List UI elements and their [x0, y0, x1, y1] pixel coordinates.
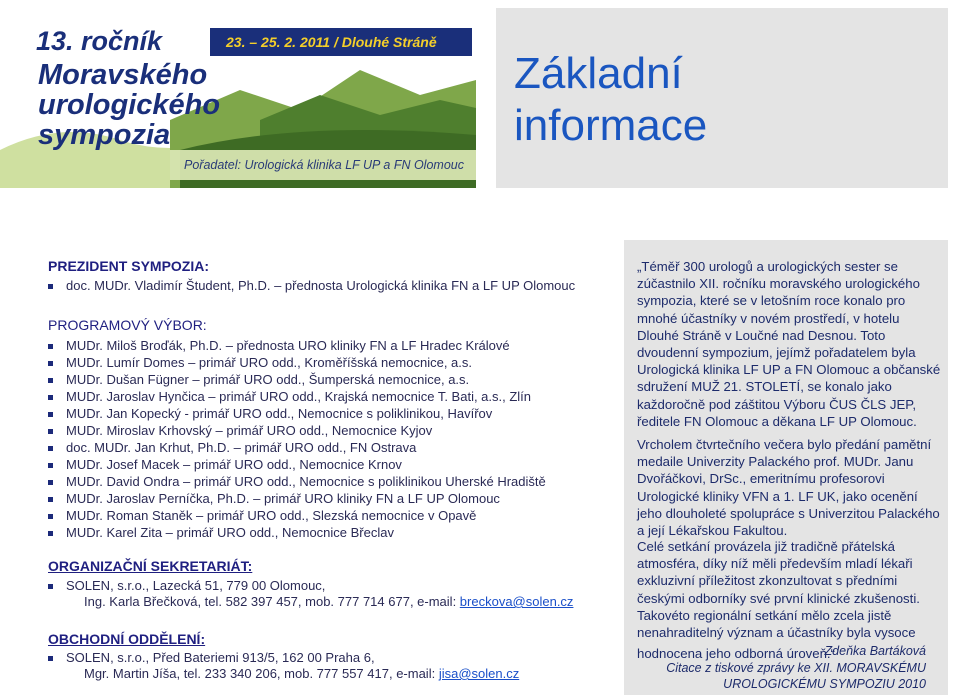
list-item: doc. MUDr. Vladimír Študent, Ph.D. – přednosta Urologická klinika FN a LF UP Olomouc	[66, 278, 576, 293]
banner-title-line-2: urologického	[38, 89, 221, 121]
commercial-contact-text: Mgr. Martin Jíša, tel. 233 340 206, mob. 777 557 417, e-mail:	[84, 666, 439, 681]
quote-paragraph-1	[637, 258, 943, 430]
commercial-contact	[84, 666, 519, 681]
quote-line: Celé setkání provázela již tradičně přátelská	[637, 539, 896, 554]
heading-line-1: Základní	[514, 49, 683, 98]
list-item: MUDr. Jaroslav Perníčka, Ph.D. – primář URO kliniky FN a LF UP Olomouc	[66, 491, 500, 506]
quote-line: „Téměř 300 urologů a urologických sester se	[637, 259, 898, 274]
list-item: MUDr. Roman Staněk – primář URO odd., Slezská nemocnice v Opavě	[66, 508, 477, 523]
list-item: MUDr. David Ondra – primář URO odd., Nemocnice s poliklinikou Uherské Hradiště	[66, 474, 546, 489]
list-item: MUDr. Jan Kopecký - primář URO odd., Nemocnice s poliklinikou, Havířov	[66, 406, 493, 421]
quote-line: Dvořáčkovi, DrSc., emeritnímu profesorovi	[637, 471, 885, 487]
edition-label: 13. ročník	[36, 26, 163, 56]
quote-line: exkluzivní příležitost zkonzultovat s předními	[637, 573, 898, 589]
organizer-label: Pořadatel: Urologická klinika LF UP a FN Olomouc	[184, 158, 464, 172]
secretariat-address: SOLEN, s.r.o., Lazecká 51, 779 00 Olomouc,	[66, 578, 326, 593]
committee-title: PROGRAMOVÝ VÝBOR:	[48, 317, 207, 333]
quote-line: hodnocena jeho odborná úroveň.“	[637, 646, 835, 662]
press-quote-panel	[624, 240, 948, 695]
secretariat-contact-text: Ing. Karla Břečková, tel. 582 397 457, mob. 777 714 677, e-mail:	[84, 594, 460, 609]
quote-line: ředitele FN Olomouc a děkana LF UP Olomouc.	[637, 413, 917, 429]
banner-title-line-3: sympozia	[38, 119, 171, 151]
secretariat-email-link[interactable]: breckova@solen.cz	[459, 594, 574, 609]
quote-line: sympozia, které se v letošním roce konalo pro	[637, 293, 906, 309]
secretariat-contact	[84, 594, 573, 609]
quote-line: jeho dlouholeté spolupráce s Univerzitou Palackého	[637, 505, 940, 521]
list-item: MUDr. Josef Macek – primář URO odd., Nemocnice Krnov	[66, 457, 402, 472]
president-title: PREZIDENT SYMPOZIA:	[48, 258, 210, 274]
heading-box	[496, 8, 948, 188]
secretariat-title: ORGANIZAČNÍ SEKRETARIÁT:	[48, 558, 253, 574]
quote-line: Vrcholem čtvrtečního večera bylo předání pamětní	[637, 437, 932, 452]
list-item: MUDr. Karel Zita – primář URO odd., Nemocnice Břeclav	[66, 525, 394, 540]
list-item: MUDr. Dušan Fügner – primář URO odd., Šumperská nemocnice, a.s.	[66, 372, 470, 387]
banner-title-line-1: Moravského	[38, 59, 208, 91]
quote-line: Urologická klinika LF UP a FN Olomouc a občanské	[637, 362, 941, 378]
quote-line: českými odborníky své první klinické zkušenosti.	[637, 590, 920, 606]
quote-line: Urologické kliniky VFN a 1. LF UK, jako ocenění	[637, 488, 918, 504]
quote-line: zúčastnilo XII. ročníku moravského urologického	[637, 276, 920, 292]
commercial-title: OBCHODNÍ ODDĚLENÍ:	[48, 631, 206, 647]
quote-line: mnohé účastníky v novém prostředí, v hotelu	[637, 310, 900, 326]
quote-line: Dlouhé Stráně v Loučné nad Desnou. Toto	[637, 327, 886, 343]
list-item: doc. MUDr. Jan Krhut, Ph.D. – primář URO odd., FN Ostrava	[66, 440, 417, 455]
quote-line: Takovéto regionální setkání mělo zcela jistě	[637, 607, 892, 623]
dates-label: 23. – 25. 2. 2011 / Dlouhé Stráně	[226, 34, 437, 50]
quote-line: medaile Univerzity Palackého prof. MUDr. Janu	[637, 454, 914, 470]
list-item: MUDr. Miroslav Krhovský – primář URO odd., Nemocnice Kyjov	[66, 423, 433, 438]
heading-line-2: informace	[514, 101, 708, 150]
quote-line: nenahraditelný význam a účastníky byla vysoce	[637, 625, 916, 641]
list-item: MUDr. Miloš Broďák, Ph.D. – přednosta URO kliniky FN a LF Hradec Králové	[66, 338, 510, 353]
quote-source-line-2: UROLOGICKÉMU SYMPOZIU 2010	[723, 677, 926, 691]
quote-paragraph-2	[637, 436, 943, 539]
quote-author: Zdeňka Bartáková	[824, 644, 926, 658]
list-item: MUDr. Lumír Domes – primář URO odd., Kroměříšská nemocnice, a.s.	[66, 355, 473, 370]
quote-source-line-1: Citace z tiskové zprávy ke XII. MORAVSKÉMU	[666, 661, 926, 675]
commercial-address: SOLEN, s.r.o., Před Bateriemi 913/5, 162 00 Praha 6,	[66, 650, 375, 665]
quote-line: sdružení MUŽ 21. STOLETÍ, se konalo jako	[637, 379, 892, 395]
quote-line: každoročně pod záštitou Výboru ČUS ČLS JEP,	[637, 396, 917, 412]
quote-line: atmosféra, díky níž měli především mladí lékaři	[637, 556, 913, 572]
list-item: MUDr. Jaroslav Hynčica – primář URO odd., Krajská nemocnice T. Bati, a.s., Zlín	[66, 389, 532, 404]
symposium-banner	[0, 0, 476, 188]
commercial-email-link[interactable]: jisa@solen.cz	[438, 666, 520, 681]
quote-line: dvoudenní sympozium, jejímž pořadatelem byla	[637, 345, 916, 361]
quote-line: a její Lékařskou Fakultou.	[637, 523, 788, 539]
